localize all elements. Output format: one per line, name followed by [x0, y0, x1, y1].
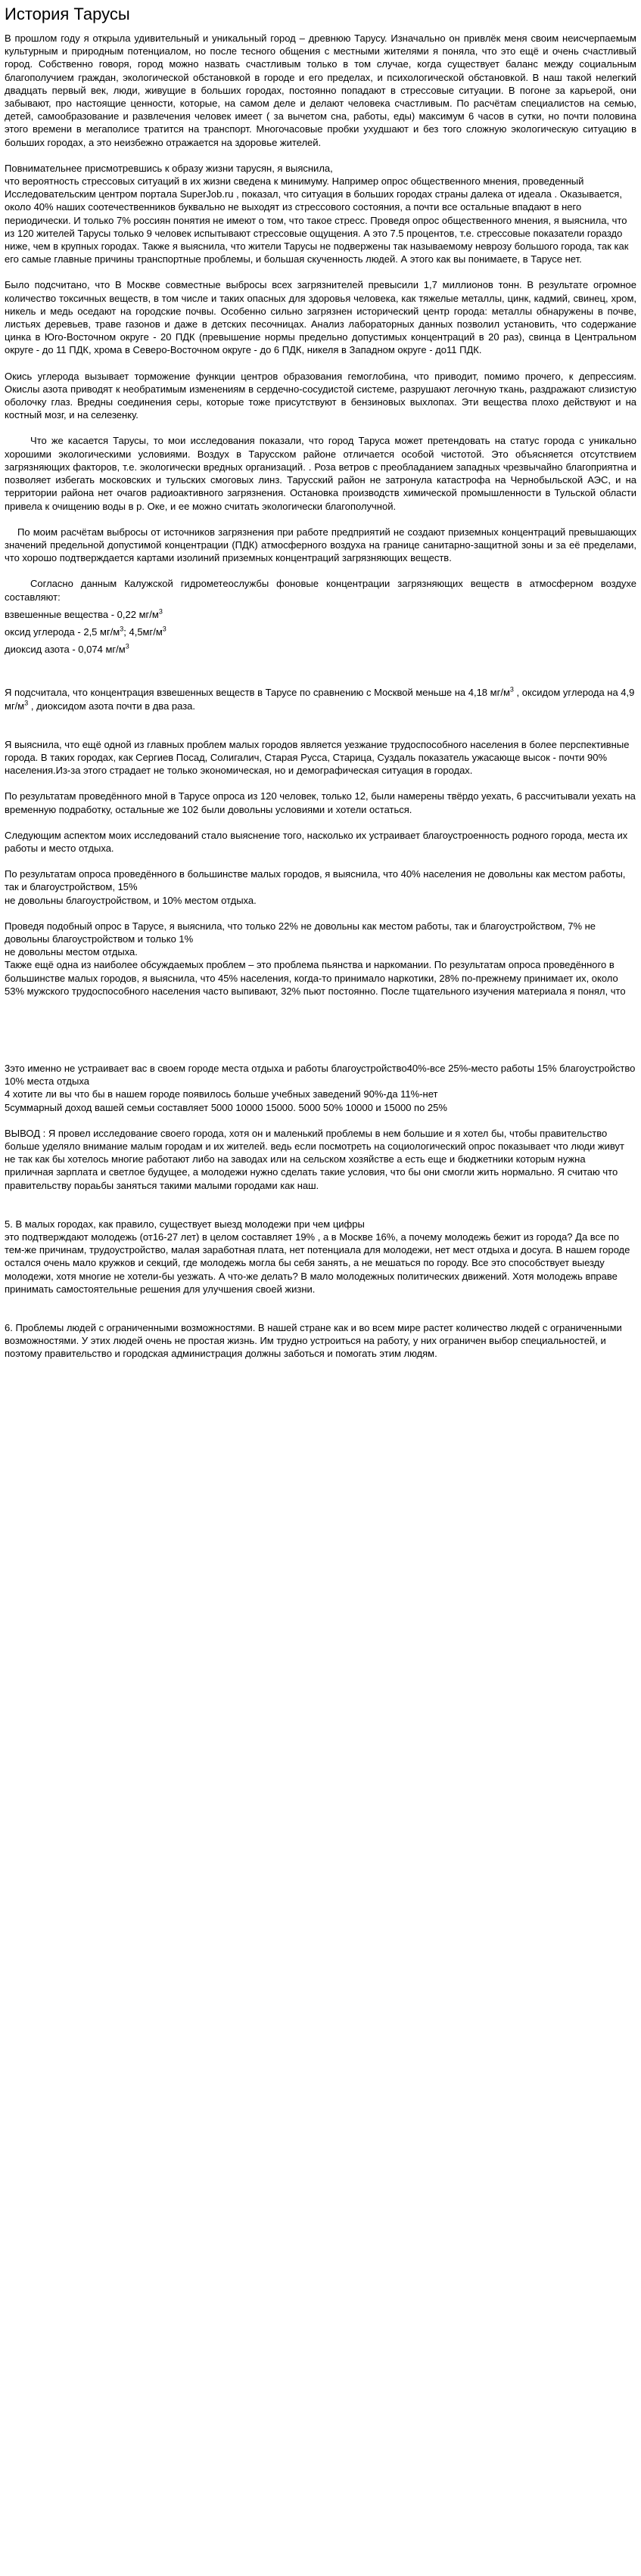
survey-q3: 3это именно не устраивает вас в своем городе места отдыха и работы благоустройство40%-все 25%-место работы 15% благоустройство 10% места отдыха	[5, 1062, 636, 1088]
paragraph-tarusa-survey: Проведя подобный опрос в Тарусе, я выяснила, что только 22% не довольны как местом работы, так и благоустройством, 7% не довольны благоустройством и только 1%	[5, 920, 596, 945]
page-title: История Тарусы	[5, 5, 130, 23]
paragraph-carbon-monoxide: Окись углерода вызывает торможение функции центров образования гемоглобина, что приводит, помимо прочего, к депрессиям. Окислы азота приводят к необратимым изменениям в сердечно-сосудистой системе, разрушают легочную ткань, раздражают слизистую оболочку глаз. Вредны соединения серы, которые тоже присутствуют в бензиновых выхлопах. Эти вещества плохо действуют и на костный мозг, и на селезенку.	[5, 370, 636, 421]
paragraph-comparison-moscow: Я подсчитала, что концентрация взвешенных веществ в Тарусе по сравнению с Москвой меньше на 4,18 $мг/м^3$ , оксидом углерода на 4,9 $мг/м^3$ , диоксидом азота почти в два раза.	[5, 686, 635, 712]
paragraph-disabled: 6. Проблемы людей с ограниченными возможностями. В нашей стране как и во всем мире растет количество людей с ограниченными возможностями. У этих людей очень не простая жизнь. Им трудно устроиться на работу, у них ограничен выбор специальностей, и поэтому правительство и городская администрация должны заботься и помогать этим людям.	[5, 1322, 622, 1360]
concentration-carbon-monoxide: оксид углерода - 2,5 $мг/м^3$; $4,5мг/м^3$	[5, 625, 166, 638]
concentration-suspended: взвешенные вещества - 0,22 $мг/м^3$	[5, 607, 163, 620]
paragraph-next-aspect: Следующим аспектом моих исследований стало выяснение того, насколько их устраивает благоустроенность родного города, места их работы и место отдыха.	[5, 829, 628, 854]
survey-q5: 5суммарный доход вашей семьи составляет 5000 10000 15000. 5000 50% 10000 и 15000 по 25%	[5, 1101, 447, 1113]
paragraph-survey-120: По результатам проведённого мной в Тарусе опроса из 120 человек, только 12, были намерены твёрдо уехать, 6 рассчитывали уехать на временную подработку, остальные же 102 были довольны условиями и хотели остаться.	[5, 790, 636, 815]
paragraph-youth-outflow: Я выяснила, что ещё одной из главных проблем малых городов является уезжание трудоспособного населения в более перспективные города. В таких городах, как Сергиев Посад, Солигалич, Старая Русса, Старица, Суздаль показатель ужасающе высок - почти 90% населения.Из-за этого страдает не только экономическая, но и демографическая ситуация в городах.	[5, 738, 630, 777]
paragraph-tarusa-ecology: Что же касается Тарусы, то мои исследования показали, что город Таруса может претендовать на статус города с уникально хорошими экологическими условиями. Воздух в Тарусском районе отличается особой чистотой. Это объясняется отсутствием загрязняющих факторов, т.е. экологически вредных организаций. . Роза ветров с преобладанием западных чрезвычайно благоприятна и позволяет избегать московских и тульских смоговых линз. Тарусский район не затронула катастрофа на Чернобыльской АЭС, и на территории района нет очагов радиоактивного загрязнения. Остановка производств химической промышленности в Тульской области привела к очищению воды в р. Оке, и ее можно считать экологически благополучной.	[5, 435, 636, 512]
paragraph-small-towns-survey-cont: не довольны благоустройством, и 10% местом отдыха.	[5, 894, 257, 906]
survey-q4: 4 хотите ли вы что бы в нашем городе появилось больше учебных заведений 90%-да 11%-нет	[5, 1088, 438, 1100]
paragraph-small-towns-survey: По результатам опроса проведённого в большинстве малых городов, я выяснила, что 40% населения не довольны как местом работы, так и благоустройством, 15%	[5, 868, 626, 893]
paragraph-intro: В прошлом году я открыла удивительный и уникальный город – древнюю Тарусу. Изначально он привлёк меня своим неисчерпаемым культурным и природным потенциалом, но после тесного общения с местными жителями я поняла, что это ещё и очень счастливый город. Собственно говоря, город можно назвать счастливым только в том случае, когда существует баланс между социальным благополучием граждан, экологической обстановкой в городе и его пределах, и психологической обстановкой. В наш такой нелегкий двадцать первый век, люди, живущие в больших городах, постоянно попадают в стрессовые ситуации. В погоне за карьерой, они забывают, про настоящие ценности, которые, на самом деле и делают человека счастливым. По расчётам специалистов на семью, детей, самообразование и развлечения человек имеет ( за вычетом сна, работы, еды) максимум 6 часов в сутки, но почти половина этого времени в мегаполисе тратится на транспорт. Многочасовые пробки ухудшают и без того сложную экологическую ситуацию в больших городах, а это неизбежно отражается на здоровье жителей.	[5, 33, 636, 148]
paragraph-tarusa-survey-cont: не довольны местом отдыха.	[5, 946, 138, 958]
paragraph-moscow-pollution: Было подсчитано, что В Москве совместные выбросы всех загрязнителей превысили 1,7 миллионов тонн. В результате огромное количество токсичных веществ, в том числе и таких опасных для здоровья человека, как тяжелые металлы, цинк, кадмий, свинец, хром, никель и медь оседают на городские почвы. Особенно сильно загрязнен исторический центр города: металлы обнаружены в почве, листьях деревьев, траве газонов и даже в детских песочницах. Анализ лабораторных данных позволил установить, что содержание цинка в Юго-Восточном округе - 20 ПДК (превышение нормы предельно допустимых концентраций в 20 раз), свинца в Центральном округе - до 11 ПДК, хрома в Северо-Восточном округе - до 6 ПДК, никеля в Западном округе - до11 ПДК.	[5, 279, 636, 356]
paragraph-conclusion: ВЫВОД : Я провел исследование своего города, хотя он и маленький проблемы в нем большие и я хотел бы, чтобы правительство больше уделяло внимание малым городам и их жителей. ведь если посмотреть на социологический опрос показывает что люди живут не так как бы хотелось многие работают либо на заводах или на сельском хозяйстве а есть еще и бюджетники которым нужна приличная зарплата и светлое будущее, а молодежи нужно сделать такие условия, что бы они смогли жить нормально. Я считаю что правительству пораьбы заняться такими малыми городами как наш.	[5, 1127, 624, 1191]
paragraph-stress-survey: что вероятность стрессовых ситуаций в их жизни сведена к минимуму. Например опрос общественного мнения, проведенный Исследовательским центром портала SuperJob.ru , показал, что ситуация в больших городах страны далека от идеала . Оказывается, около 40% наших соотечественников буквально не выходят из стрессового состояния, а почти все остальные впадают в него периодически. И только 7% россиян понятия не имеют о том, что такое стресс. Проведя опрос общественного мнения, я выяснила, что из 120 жителей Тарусы только 9 человек испытывают стрессовые ощущения. А это 7.5 процентов, т.е. стрессовые показатели гораздо ниже, чем в крупных городах. Также я выяснила, что жители Тарусы не подвержены так называемому неврозу большого города, так как его самые главные причины транспортные проблемы, и большая скученность людей. А этого как вы понимаете, в Тарусе нет.	[5, 175, 629, 265]
paragraph-drugs-alcohol: Также ещё одна из наиболее обсуждаемых проблем – это проблема пьянства и наркомании. По результатам опроса проведённого в большинстве малых городов, я выяснила, что 45% населения, когда-то принимало наркотики, 28% по-прежнему принимает их, около 53% мужского трудоспособного населения часто выпивают, 32% пьют постоянно. После тщательного изучения материала я понял, что	[5, 959, 626, 997]
paragraph-youth-lead: 5. В малых городах, как правило, существует выезд молодежи при чем цифры	[5, 1218, 365, 1230]
paragraph-emissions: По моим расчётам выбросы от источников загрязнения при работе предприятий не создают приземных концентраций превышающих значений предельной допустимой концентрации (ПДК) атмосферного воздуха на границе санитарно-защитной зоны и за её пределами, что хорошо подтверждается картами изолиний приземных концентраций загрязняющих веществ.	[5, 526, 636, 564]
paragraph-youth: это подтверждают молодежь (от16-27 лет) в целом составляет 19% , а в Москве 16%, а почему молодежь бежит из города? Да все по тем-же причинам, трудоустройство, малая заработная плата, нет потенциала для молодежи, нет мест отдыха и досуга. В нашем городе остался очень мало кружков и секций, где молодежь могла бы себя занять, а не мешаться по городу. Все это способствует выезду молодежи, хотя многие не хотели-бы уезжать. А что-же делать? В мало молодежных политических движений. Хотя молодежь вправе принимать самостоятельные решения для улучшения своей жизни.	[5, 1231, 630, 1295]
paragraph-background-concentrations: Согласно данным Калужской гидрометеослужбы фоновые концентрации загрязняющих веществ в атмосферном воздухе составляют:	[5, 578, 636, 603]
paragraph-lifestyle-lead: Повнимательнее присмотревшись к образу жизни тарусян, я выяснила,	[5, 162, 333, 174]
concentration-nitrogen-dioxide: диоксид азота - 0,074 $мг/м^3$	[5, 642, 129, 656]
